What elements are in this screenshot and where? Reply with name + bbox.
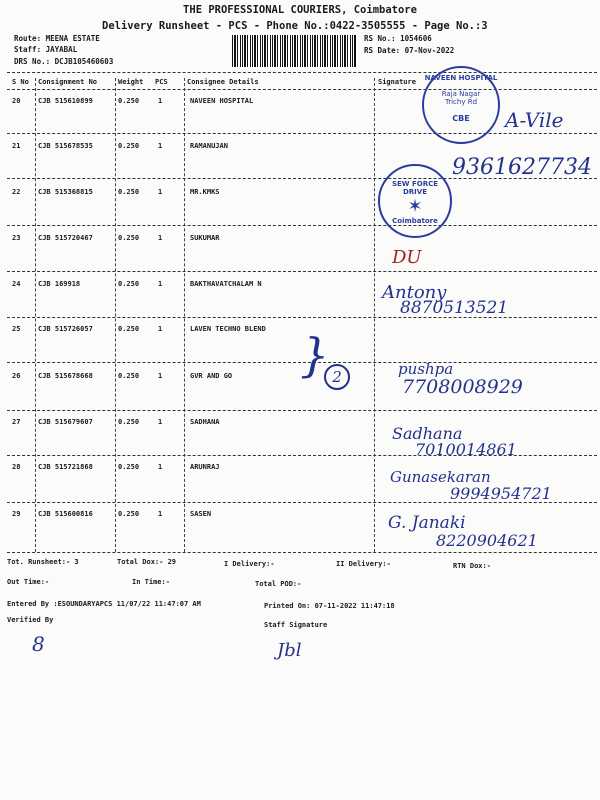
row-consignee: ARUNRAJ: [190, 463, 220, 471]
row-weight: 0.250: [118, 463, 140, 471]
row-pcs: 1: [158, 372, 163, 380]
row-weight: 0.250: [118, 510, 140, 518]
row-sno: 21: [12, 142, 21, 150]
rs-number: RS No.: 1054606: [364, 34, 432, 43]
handwritten-phone: 8870513521: [400, 298, 509, 318]
entered-by: Entered By :ESOUNDARYAPCS 11/07/22 11:47:07 AM: [7, 600, 201, 608]
col-header-consignee: Consignee Details: [187, 78, 259, 86]
staff-signature-label: Staff Signature: [264, 621, 328, 629]
row-consignment: CJB 515610899: [38, 97, 93, 105]
row-sno: 29: [12, 510, 21, 518]
handwritten-phone: 9361627734: [452, 155, 592, 180]
barcode: [232, 35, 357, 67]
handwritten-phone: 7708008929: [402, 376, 523, 398]
row-sno: 27: [12, 418, 21, 426]
row-consignment: CJB 515678535: [38, 142, 93, 150]
row-consignment: CJB 515600816: [38, 510, 93, 518]
row-pcs: 1: [158, 188, 163, 196]
verified-by: Verified By: [7, 616, 54, 624]
total-runsheet: Tot. Runsheet:- 3: [7, 558, 79, 566]
stamp-text: CBE: [452, 114, 470, 123]
row-rule: [7, 410, 597, 411]
row-sno: 20: [12, 97, 21, 105]
staff: Staff: JAYABAL: [14, 45, 78, 54]
table-top-rule: [7, 72, 597, 73]
row-pcs: 1: [158, 325, 163, 333]
row-consignee: RAMANUJAN: [190, 142, 228, 150]
col-divider: [115, 78, 116, 552]
row-sno: 26: [12, 372, 21, 380]
row-consignee: NAVEEN HOSPITAL: [190, 97, 254, 105]
row-weight: 0.250: [118, 325, 140, 333]
sew-force-drive-stamp: SEW FORCE DRIVE ✶ Coimbatore: [378, 164, 452, 238]
route: Route: MEENA ESTATE: [14, 34, 100, 43]
handwritten-signature: A-Vile: [505, 108, 564, 132]
row-pcs: 1: [158, 234, 163, 242]
row-weight: 0.250: [118, 188, 140, 196]
row-consignment: CJB 515679607: [38, 418, 93, 426]
printed-on: Printed On: 07-11-2022 11:47:18: [264, 602, 395, 610]
row-pcs: 1: [158, 280, 163, 288]
row-pcs: 1: [158, 418, 163, 426]
handwritten-signature: G. Janaki: [388, 513, 466, 533]
row-sno: 22: [12, 188, 21, 196]
row-consignment: CJB 515726057: [38, 325, 93, 333]
handwritten-phone: 9994954721: [450, 484, 552, 503]
row-sno: 28: [12, 463, 21, 471]
row-consignment: CJB 515368815: [38, 188, 93, 196]
col-header-signature: Signature: [378, 78, 416, 86]
row-weight: 0.250: [118, 280, 140, 288]
row-consignee: SASEN: [190, 510, 212, 518]
handwritten-phone: 7010014861: [415, 440, 517, 459]
row-consignee: MR.KMKS: [190, 188, 220, 196]
row-consignment: CJB 515720467: [38, 234, 93, 242]
stamp-text: SEW FORCE DRIVE: [391, 180, 439, 196]
row-sno: 23: [12, 234, 21, 242]
handwritten-phone: 8220904621: [436, 531, 538, 550]
ii-delivery: II Delivery:-: [336, 560, 391, 568]
row-consignment: CJB 515721868: [38, 463, 93, 471]
header-rule: [7, 89, 597, 90]
rtn-dox: RTN Dox:-: [453, 562, 491, 570]
stamp-text: NAVEEN HOSPITAL: [424, 74, 498, 82]
runsheet-subtitle: Delivery Runsheet - PCS - Phone No.:0422-3505555 - Page No.:3: [102, 20, 488, 32]
out-time: Out Time:-: [7, 578, 50, 586]
row-consignee: LAVEN TECHNO BLEND: [190, 325, 266, 333]
row-consignee: GVR AND GO: [190, 372, 233, 380]
row-consignee: SADHANA: [190, 418, 220, 426]
stamp-text: Raja Nagar: [441, 90, 481, 98]
row-rule: [7, 317, 597, 318]
row-weight: 0.250: [118, 142, 140, 150]
verified-signature: 8: [32, 632, 45, 656]
stamp-text: Coimbatore: [392, 217, 438, 225]
handwritten-signature: DU: [392, 247, 422, 268]
col-divider: [184, 78, 185, 552]
handwritten-circle-number: 2: [324, 364, 350, 390]
handwritten-signature: pushpa: [398, 360, 454, 378]
col-header-consignment: Consignment No: [38, 78, 98, 86]
col-header-pcs: PCS: [155, 78, 168, 86]
row-consignee: SUKUMAR: [190, 234, 220, 242]
rs-date: RS Date: 07-Nov-2022: [364, 46, 455, 55]
handwritten-signature: Gunasekaran: [390, 468, 491, 486]
row-pcs: 1: [158, 142, 163, 150]
row-weight: 0.250: [118, 97, 140, 105]
row-rule: [7, 133, 597, 134]
row-pcs: 1: [158, 97, 163, 105]
total-dox: Total Dox:- 29: [117, 558, 177, 566]
handwritten-signature: Sadhana: [392, 424, 463, 443]
stamp-text: Trichy Rd: [444, 98, 478, 106]
row-rule: [7, 225, 597, 226]
row-weight: 0.250: [118, 234, 140, 242]
row-rule: [7, 271, 597, 272]
row-consignment: CJB 515678668: [38, 372, 93, 380]
row-pcs: 1: [158, 463, 163, 471]
in-time: In Time:-: [132, 578, 170, 586]
total-pod: Total POD:-: [255, 580, 302, 588]
col-divider: [374, 78, 375, 552]
row-sno: 24: [12, 280, 21, 288]
col-divider: [35, 78, 36, 552]
row-sno: 25: [12, 325, 21, 333]
drs-number: DRS No.: DCJB105460603: [14, 57, 114, 66]
row-consignment: CJB 169918: [38, 280, 81, 288]
i-delivery: I Delivery:-: [224, 560, 275, 568]
row-weight: 0.250: [118, 372, 140, 380]
staff-signature-handwritten: Jbl: [277, 640, 302, 661]
handwritten-signature: Antony: [382, 282, 447, 303]
row-weight: 0.250: [118, 418, 140, 426]
col-header-weight: Weight: [118, 78, 144, 86]
table-bottom-rule: [7, 552, 597, 553]
row-consignee: BAKTHAVATCHALAM N: [190, 280, 262, 288]
naveen-hospital-stamp: [422, 66, 500, 144]
company-title: THE PROFESSIONAL COURIERS, Coimbatore: [183, 4, 417, 16]
handwritten-bracket: }: [300, 328, 330, 382]
row-pcs: 1: [158, 510, 163, 518]
col-header-sno: S No: [12, 78, 29, 86]
